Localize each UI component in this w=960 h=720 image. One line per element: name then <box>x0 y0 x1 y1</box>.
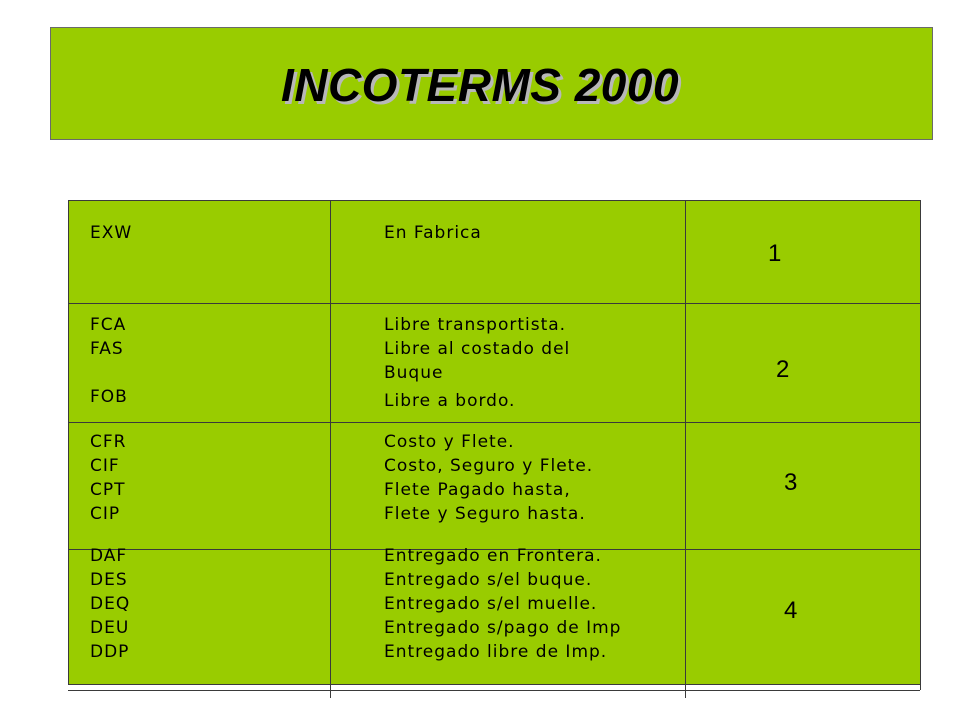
code: DES <box>90 570 128 590</box>
page-title: INCOTERMS 2000 <box>280 59 680 111</box>
code: FOB <box>90 387 128 407</box>
description: Costo y Flete. <box>384 432 515 452</box>
row-divider <box>68 303 920 304</box>
description: Entregado en Frontera. <box>384 546 602 566</box>
code: CIF <box>90 456 120 476</box>
description: Entregado libre de Imp. <box>384 642 608 662</box>
description: Entregado s/el muelle. <box>384 594 598 614</box>
column-divider <box>330 200 331 698</box>
table-border-top <box>68 200 920 201</box>
code: FCA <box>90 315 127 335</box>
table-border-bottom <box>68 690 920 691</box>
code: CIP <box>90 504 121 524</box>
description: En Fabrica <box>384 223 482 243</box>
code: CPT <box>90 480 126 500</box>
table-border-left <box>68 200 69 684</box>
group-number: 1 <box>768 240 782 267</box>
table-border-right <box>920 200 921 690</box>
description-cell <box>384 221 482 245</box>
row-divider <box>68 422 920 423</box>
description: Costo, Seguro y Flete. <box>384 456 594 476</box>
group-number: 2 <box>776 356 790 383</box>
column-divider <box>685 200 686 698</box>
table-border-bottom <box>68 684 920 685</box>
description: Entregado s/pago de Imp <box>384 618 622 638</box>
code-cell <box>90 430 126 526</box>
description-cell <box>384 544 621 664</box>
description-cell <box>384 430 593 526</box>
code: EXW <box>90 223 133 243</box>
group-number: 3 <box>784 469 798 496</box>
code: CFR <box>90 432 127 452</box>
code: DAF <box>90 546 128 566</box>
description: Buque <box>384 363 444 383</box>
description: Libre al costado del <box>384 339 571 359</box>
description: Libre transportista. <box>384 315 567 335</box>
description: Flete Pagado hasta, <box>384 480 571 500</box>
code <box>90 361 128 385</box>
code-cell <box>90 544 130 664</box>
group-number: 4 <box>784 597 798 624</box>
code: DEU <box>90 618 130 638</box>
code: DEQ <box>90 594 131 614</box>
code-cell <box>90 221 132 245</box>
description: Flete y Seguro hasta. <box>384 504 586 524</box>
code-cell <box>90 313 128 409</box>
description: Libre a bordo. <box>384 391 516 411</box>
description: Entregado s/el buque. <box>384 570 593 590</box>
description-cell <box>384 313 570 413</box>
code: DDP <box>90 642 130 662</box>
code: FAS <box>90 339 124 359</box>
